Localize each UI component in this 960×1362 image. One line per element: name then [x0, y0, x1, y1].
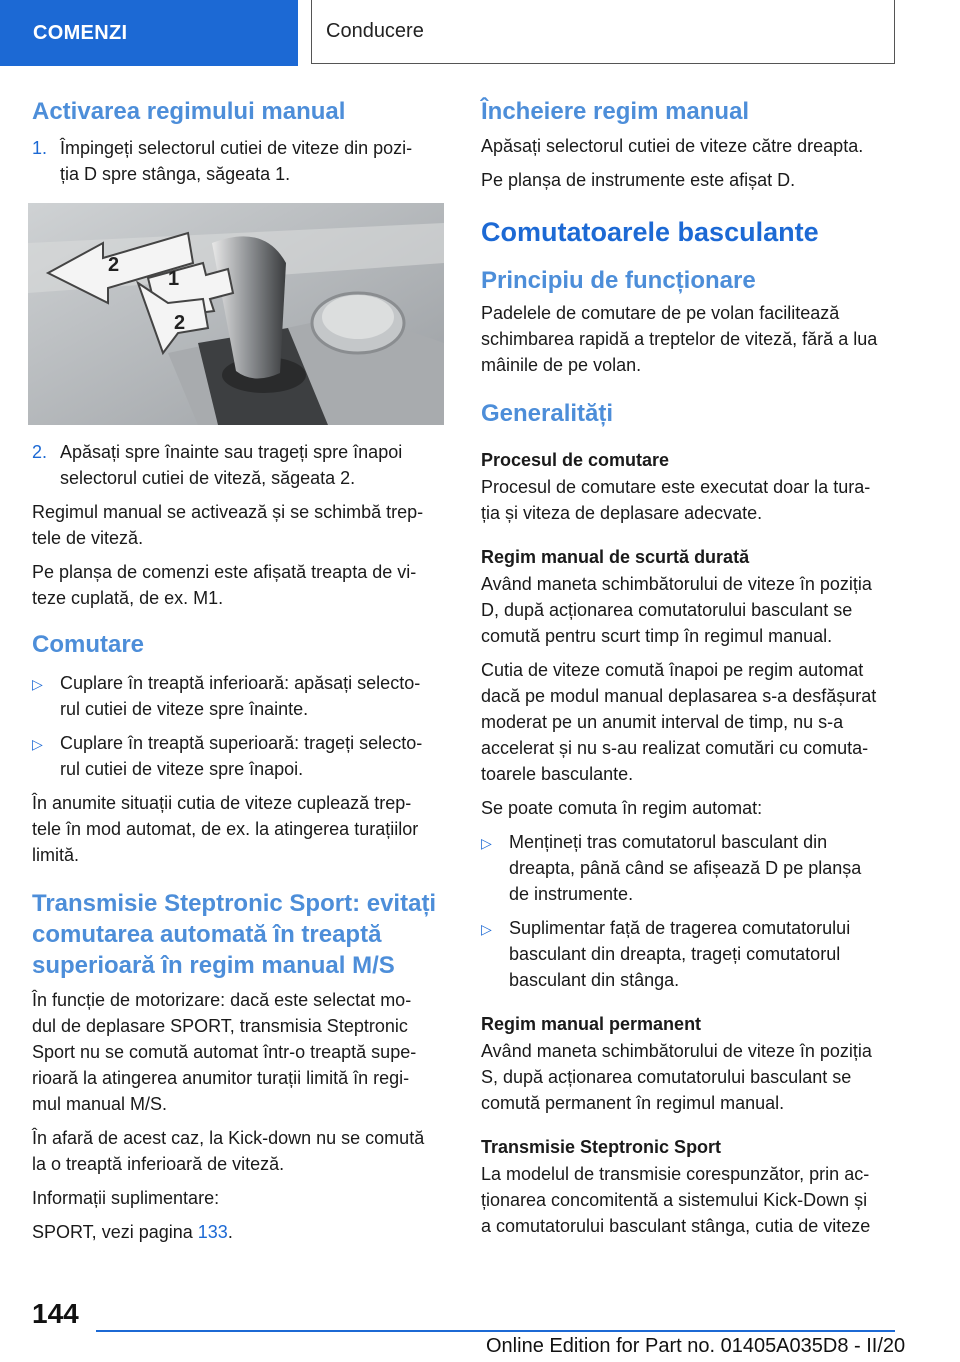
arrow-label-2-top: 2 [108, 254, 120, 276]
edition-text: Online Edition for Part no. 01405A035D8 - II/20 [486, 1335, 906, 1357]
step-text-line: Împingeți selectorul cutiei de viteze din pozi‐ [60, 138, 413, 158]
paragraph: Având maneta schimbătorului de viteze în poziția S, după acționarea comutatorului basculant se comută permanent în regimul manual. [481, 1041, 872, 1113]
step-1 [32, 135, 444, 187]
subheading-steptronic-sport: Transmisie Steptronic Sport [481, 1137, 722, 1157]
paragraph: SPORT, vezi pagina 133. [32, 1222, 233, 1242]
arrow-label-2-bottom: 2 [174, 312, 186, 334]
paragraph: Informații suplimentare: [32, 1188, 220, 1208]
triangle-right-icon: ▷ [32, 676, 43, 692]
triangle-right-icon: ▷ [32, 736, 43, 752]
step-text-line: Apăsați spre înainte sau trageți spre înapoi [60, 442, 403, 462]
heading-paddle-switches: Comutatoarele basculante [481, 217, 819, 247]
step-text-line: ția D spre stânga, săgeata 1. [60, 164, 291, 184]
paragraph: Având maneta schimbătorului de viteze în poziția D, după acționarea comutatorului basculant se comută pentru scurt timp în regimul manual. [481, 574, 872, 646]
step-2 [32, 439, 444, 491]
heading-steptronic-sport: Transmisie Steptronic Sport: evitați comutarea automată în treaptă superioară în regim manual M/S [32, 890, 437, 979]
paragraph: Procesul de comutare este executat doar la tura‐ ția și viteza de deplasare adecvate. [481, 477, 871, 523]
paragraph: Cutia de viteze comută înapoi pe regim automat dacă pe modul manual deplasarea s-a desfășurat moderat pe un anumit interval de timp, nu s-a accelerat și nu s-au realizat comutări cu comuta‐ toarele basculante. [481, 660, 877, 784]
paragraph: Pe planșa de instrumente este afișat D. [481, 170, 796, 190]
heading-principle: Principiu de funcționare [481, 267, 756, 294]
page-number: 144 [32, 1298, 79, 1329]
step-number: 1. [32, 138, 48, 158]
paragraph: La modelul de transmisie corespunzător, prin ac‐ ționarea concomitentă a sistemului Kick-Down și a comutatorului basculant stânga, cutia de viteze [481, 1164, 871, 1236]
heading-end-manual: Încheiere regim manual [481, 98, 750, 125]
paragraph: În funcție de motorizare: dacă este selectat mo‐ dul de deplasare SPORT, transmisia Steptronic Sport nu se comută automat într-o treaptă supe‐ rioară la atingerea anumitor turații limită în regi‐ mul manual M/S. [32, 990, 417, 1114]
paragraph: În anumite situații cutia de viteze cuplează trep‐ tele în mod automat, de ex. la atingerea turațiilor limită. [32, 793, 419, 865]
list-item: ▷ Cuplare în treaptă superioară: trageți selecto‐ rul cutiei de viteze spre înapoi. [32, 730, 444, 782]
paragraph: Se poate comuta în regim automat: [481, 798, 763, 818]
list-item: ▷ Mențineți tras comutatorul basculant din dreapta, până când se afișează D pe planșa de instrumente. [481, 829, 897, 907]
paragraph: Padelele de comutare de pe volan facilitează schimbarea rapidă a treptelor de viteză, fără a lua mâinile de pe volan. [481, 303, 878, 375]
heading-activate-manual: Activarea regimului manual [32, 98, 346, 125]
left-column [32, 96, 444, 1245]
paragraph: Pe planșa de comenzi este afișată treapta de vi‐ teze cuplată, de ex. M1. [32, 562, 417, 608]
triangle-right-icon: ▷ [481, 921, 492, 937]
subheading-permanent-manual: Regim manual permanent [481, 1014, 702, 1034]
gear-selector-illustration [28, 203, 444, 425]
list-item: ▷ Cuplare în treaptă inferioară: apăsați selecto‐ rul cutiei de viteze spre înainte. [32, 670, 444, 722]
heading-general: Generalități [481, 400, 614, 427]
paragraph: În afară de acest caz, la Kick-down nu se comută la o treaptă inferioară de viteză. [32, 1128, 425, 1174]
section-tab: COMENZI [0, 0, 298, 66]
paragraph: Regimul manual se activează și se schimbă trep‐ tele de viteză. [32, 502, 424, 548]
step-number: 2. [32, 442, 48, 462]
right-column [481, 96, 897, 1239]
list-item: ▷ Suplimentar față de tragerea comutatorului basculant din dreapta, trageți comutatorul basculant din stânga. [481, 915, 897, 993]
subheading-short-manual: Regim manual de scurtă durată [481, 547, 750, 567]
page-link[interactable]: 133 [197, 1222, 228, 1242]
gear-selector-photo [28, 203, 444, 425]
footer-divider [96, 1330, 895, 1332]
paragraph: Apăsați selectorul cutiei de viteze către dreapta. [481, 136, 864, 156]
heading-comutare: Comutare [32, 631, 145, 658]
subheading-switching-process: Procesul de comutare [481, 450, 670, 470]
triangle-right-icon: ▷ [481, 835, 492, 851]
page-header [0, 0, 960, 66]
chapter-title: Conducere [311, 0, 895, 64]
arrow-label-1: 1 [168, 268, 180, 290]
step-text-line: selectorul cutiei de viteză, săgeata 2. [60, 468, 356, 488]
